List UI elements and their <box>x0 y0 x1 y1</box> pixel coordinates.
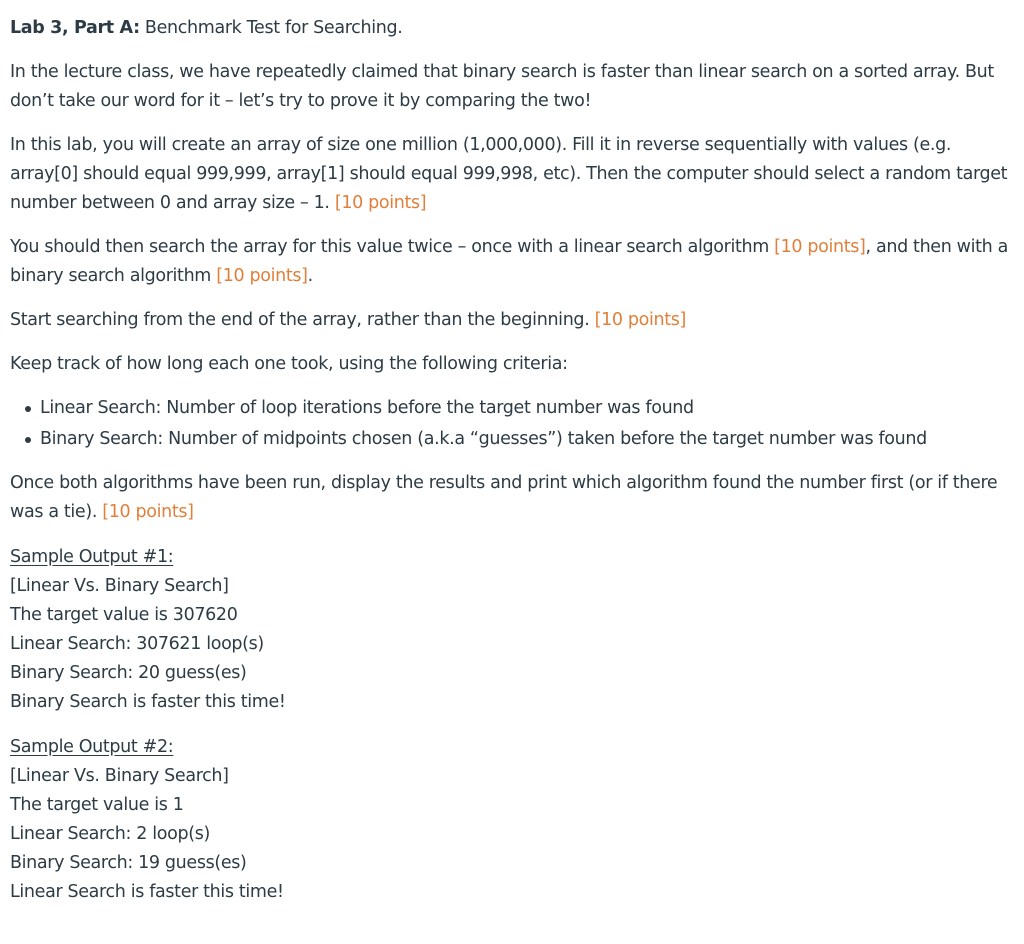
points-badge: [10 points] <box>774 237 866 257</box>
sample-output-2-heading: Sample Output #2: <box>10 737 174 757</box>
sample-output-line: Linear Search is faster this time! <box>10 882 284 902</box>
sample-output-line: [Linear Vs. Binary Search] <box>10 576 229 596</box>
points-badge: [10 points] <box>594 310 687 330</box>
points-badge: [10 points] <box>334 193 427 213</box>
assignment-title <box>10 14 1016 43</box>
sample-output-line: Binary Search: 20 guess(es) <box>10 663 247 683</box>
search-twice-text-1: You should then search the array for this value twice – once with a linear search algorithm <box>10 237 775 257</box>
results-text: Once both algorithms have been run, display the results and print which algorithm found the number first (or if there was a tie). <box>10 473 998 522</box>
sample-output-line: Linear Search: 2 loop(s) <box>10 824 210 844</box>
sample-output-line: The target value is 1 <box>10 795 184 815</box>
points-badge: [10 points] <box>216 266 308 286</box>
sample-output-1-heading: Sample Output #1: <box>10 547 174 567</box>
criteria-intro-paragraph: Keep track of how long each one took, using the following criteria: <box>10 354 568 374</box>
search-twice-text-3: . <box>307 266 313 286</box>
search-twice-paragraph <box>10 233 1016 291</box>
search-direction-text: Start searching from the end of the array, rather than the beginning. <box>10 310 590 330</box>
sample-output-line: The target value is 307620 <box>10 605 238 625</box>
sample-output-line: Binary Search is faster this time! <box>10 692 286 712</box>
criteria-list <box>10 393 1016 455</box>
sample-output-1 <box>10 543 1016 717</box>
results-paragraph <box>10 469 1016 527</box>
array-setup-paragraph <box>10 131 1016 218</box>
array-setup-text: In this lab, you will create an array of size one million (1,000,000). Fill it in reverse sequentially with values (e.g. array[0] should equal 999,999, array[1] should equal 999,998, etc). Then the computer should select a random target number between 0 and array size – 1. <box>10 135 1008 213</box>
sample-output-line: [Linear Vs. Binary Search] <box>10 766 229 786</box>
title-lab-label: Lab 3, Part A: <box>10 18 140 38</box>
criteria-item-binary: Binary Search: Number of midpoints chosen (a.k.a “guesses”) taken before the target number was found <box>10 424 1016 455</box>
criteria-item-linear: Linear Search: Number of loop iterations before the target number was found <box>10 393 1016 424</box>
intro-paragraph: In the lecture class, we have repeatedly claimed that binary search is faster than linear search on a sorted array. But don’t take our word for it – let’s try to prove it by comparing the two! <box>10 62 994 111</box>
sample-output-line: Linear Search: 307621 loop(s) <box>10 634 264 654</box>
title-text: Benchmark Test for Searching. <box>139 18 403 38</box>
search-twice-text-2: , and then with a binary search algorithm <box>10 237 1008 286</box>
sample-output-line: Binary Search: 19 guess(es) <box>10 853 247 873</box>
sample-output-2 <box>10 733 1016 907</box>
points-badge: [10 points] <box>102 502 194 522</box>
search-direction-paragraph <box>10 306 1016 335</box>
